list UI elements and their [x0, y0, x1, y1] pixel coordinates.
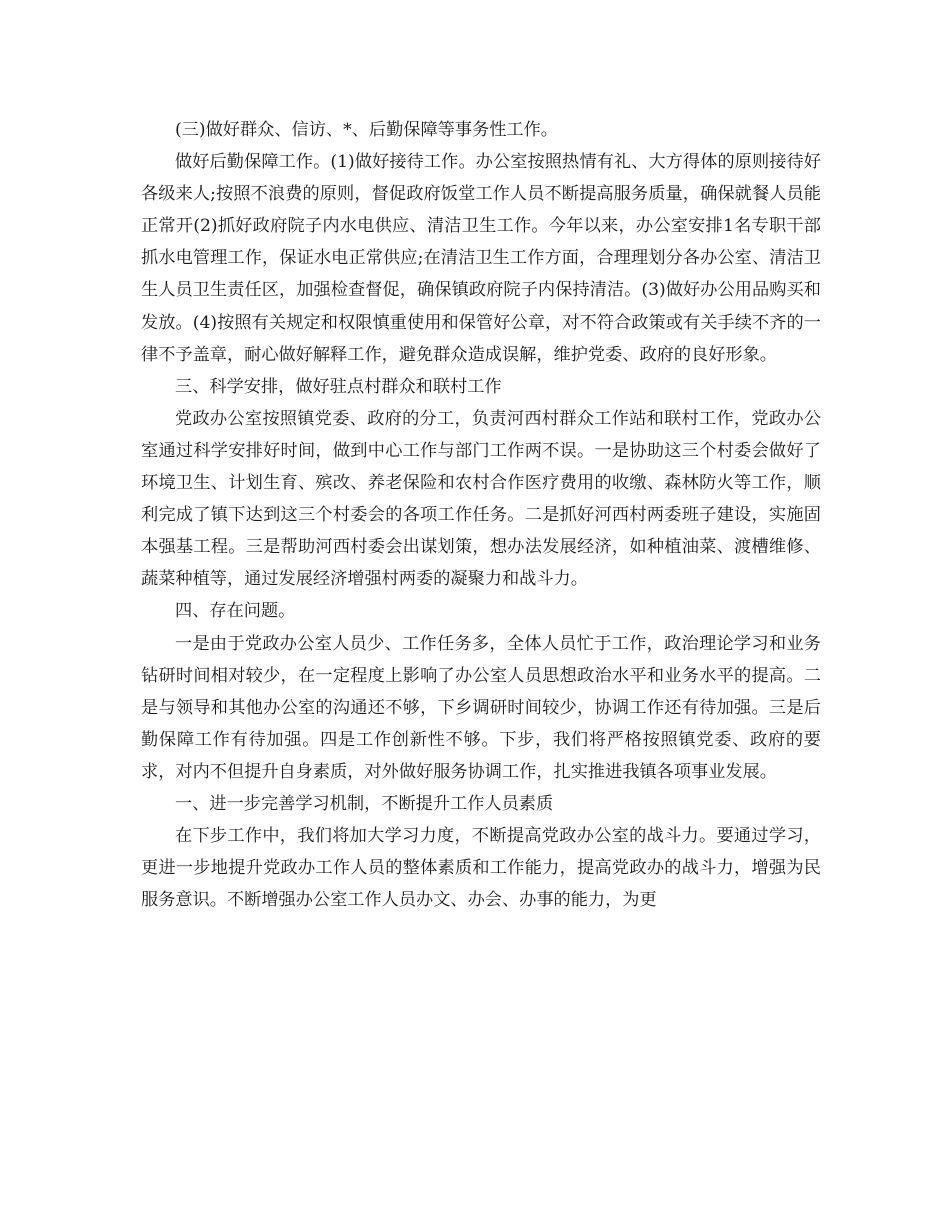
section-heading-1: 一、进一步完善学习机制，不断提升工作人员素质: [175, 793, 554, 814]
paragraph-logistics: 做好后勤保障工作。(1)做好接待工作。办公室按照热情有礼、大方得体的原则接待好各级来人;按照不浪费的原则，督促政府饭堂工作人员不断提高服务质量，确保就餐人员能正常开(2)抓好政府院子内水电供应、清洁卫生工作。今年以来，办公室安排1名专职干部抓水电管理工作，保证水电正常供应;在清洁卫生工作方面，合理理划分各办公室、清洁卫生人员卫生责任区，加强检查督促，确保镇政府院子内保持清洁。(3)做好办公用品购买和发放。(4)按照有关规定和权限慎重使用和保管好公章，对不符合政策或有关手续不齐的一律不予盖章，耐心做好解释工作，避免群众造成误解，维护党委、政府的良好形象。: [141, 152, 821, 365]
paragraph-problems: 一是由于党政办公室人员少、工作任务多，全体人员忙于工作，政治理论学习和业务钻研时间相对较少，在一定程度上影响了办公室人员思想政治水平和业务水平的提高。二是与领导和其他办公室的沟通还不够，下乡调研时间较少，协调工作还有待加强。三是后勤保障工作有待加强。四是工作创新性不够。下步，我们将严格按照镇党委、政府的要求，对内不但提升自身素质，对外做好服务协调工作，扎实推进我镇各项事业发展。: [141, 633, 821, 782]
section-heading-4: 四、存在问题。: [175, 601, 296, 622]
section-heading-sub3: (三)做好群众、信访、*、后勤保障等事务性工作。: [175, 120, 558, 140]
paragraph-village-work: 党政办公室按照镇党委、政府的分工，负责河西村群众工作站和联村工作，党政办公室通过科学安排好时间，做到中心工作与部门工作两不误。一是协助这三个村委会做好了环境卫生、计划生育、殡改、养老保险和农村合作医疗费用的收缴、森林防火等工作，顺利完成了镇下达到这三个村委会的各项工作任务。二是抓好河西村两委班子建设，实施固本强基工程。三是帮助河西村委会出谋划策，想办法发展经济，如种植油菜、渡槽维修、蔬菜种植等，通过发展经济增强村两委的凝聚力和战斗力。: [141, 408, 821, 590]
document-body: [141, 114, 821, 916]
paragraph-next-steps: 在下步工作中，我们将加大学习力度，不断提高党政办公室的战斗力。要通过学习，更进一步地提升党政办工作人员的整体素质和工作能力，提高党政办的战斗力，增强为民服务意识。不断增强办公室工作人员办文、办会、办事的能力，为更: [141, 826, 821, 911]
section-heading-3: 三、科学安排，做好驻点村群众和联村工作: [175, 376, 502, 397]
